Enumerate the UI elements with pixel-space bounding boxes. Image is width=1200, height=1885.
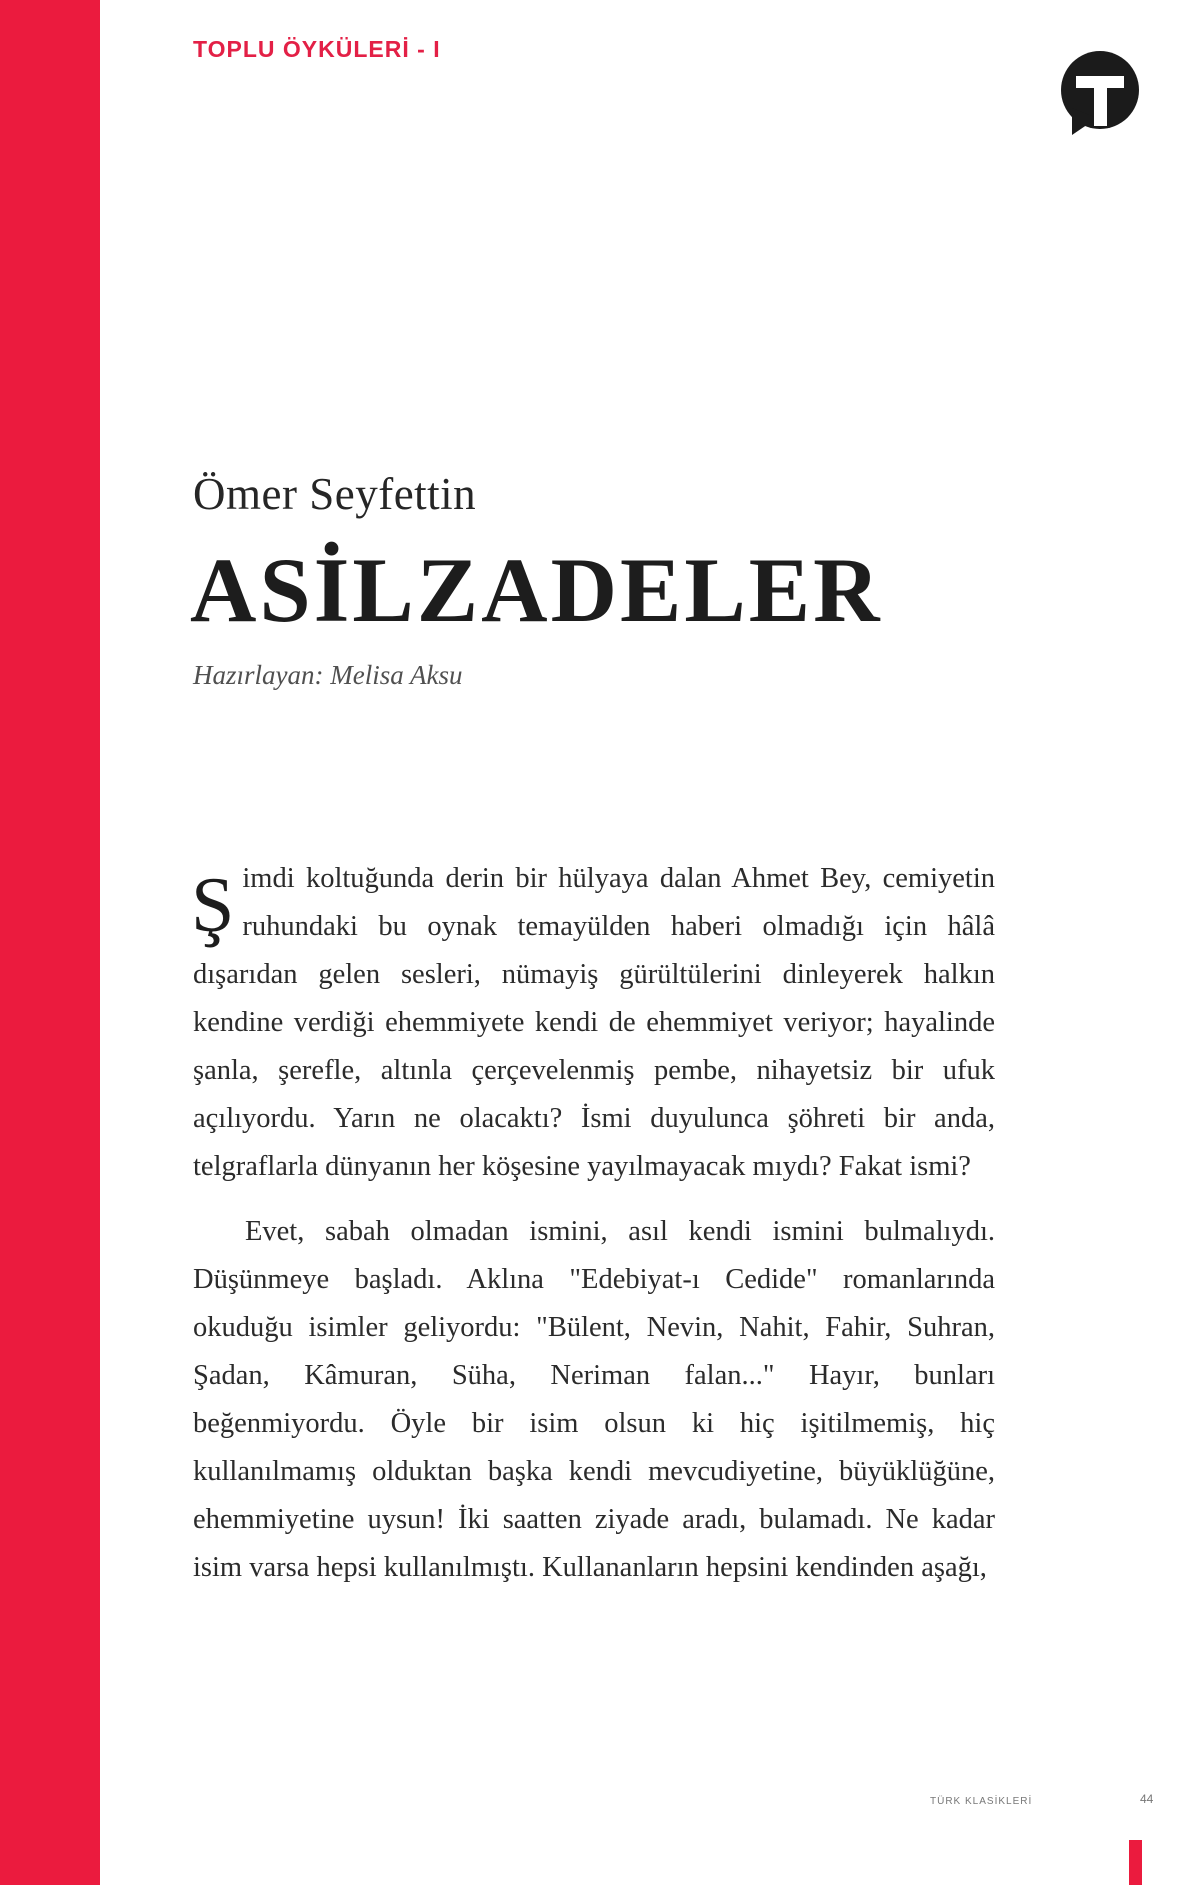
paragraph-2: Evet, sabah olmadan ismini, asıl kendi ismini bulmalıydı. Düşünmeye başladı. Aklına "Edebiyat-ı Cedide" romanlarında okuduğu isimler geliyordu: "Bülent, Nevin, Nahit, Fahir, Suhran, Şadan, Kâmuran, Süha, Neriman falan..." Hayır, bunları beğenmiyordu. Öyle bir isim olsun ki hiç işitilmemiş, hiç kullanılmamış olduktan başka kendi mevcudiyetine, büyüklüğüne, ehemmiyetine uysun! İki saatten ziyade aradı, bulamadı. Ne kadar isim varsa hepsi kullanılmıştı. Kullananların hepsini kendinden aşağı,: [193, 1216, 995, 1583]
editor-credit: Hazırlayan: Melisa Aksu: [193, 660, 463, 690]
body-text: [193, 855, 995, 1592]
page-number: 44: [1140, 1792, 1154, 1806]
book-title: ASİLZADELER: [190, 539, 883, 641]
series-label: TOPLU ÖYKÜLERİ - I: [193, 36, 441, 62]
turkuvaz-t-logo-icon: [1052, 50, 1148, 138]
bottom-color-tab: [1129, 1840, 1142, 1885]
paragraph-1-text: imdi koltuğunda derin bir hülyaya dalan Ahmet Bey, cemiyetin ruhundaki bu oynak temayülden haberi olmadığı için hâlâ dışarıdan gelen sesleri, nümayiş gürültülerini dinleyerek halkın kendine verdiği ehemmiyete kendi de ehemmiyet veriyor; hayalinde şanla, şerefle, altınla çerçevelenmiş pembe, nihayetsiz bir ufuk açılıyordu. Yarın ne olacaktı? İsmi duyulunca şöhreti bir anda, telgraflarla dünyanın her köşesine yayılmayacak mıydı? Fakat ismi?: [193, 863, 995, 1182]
paragraph-1: [193, 855, 995, 1191]
footer-series-label: TÜRK KLASİKLERİ: [930, 1796, 1033, 1807]
author-name: Ömer Seyfettin: [193, 469, 477, 519]
drop-cap: Ş: [191, 861, 235, 948]
left-color-band: [0, 0, 100, 1885]
